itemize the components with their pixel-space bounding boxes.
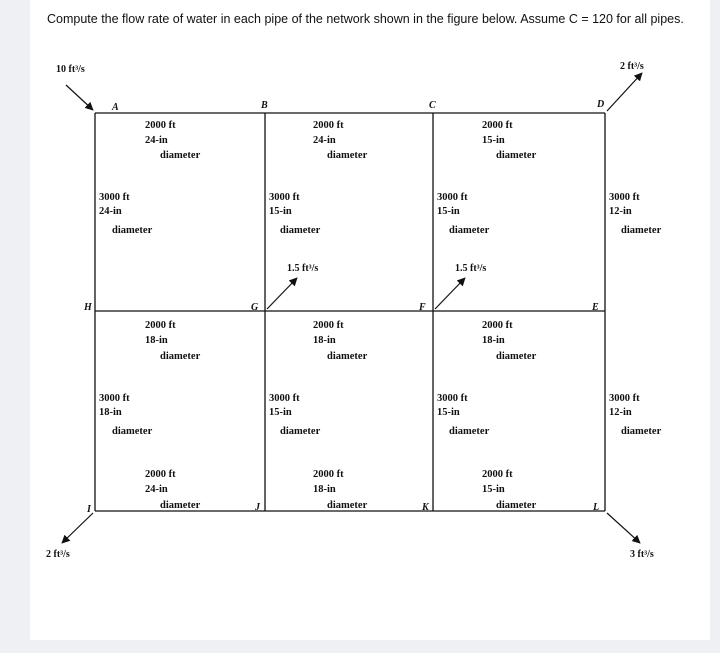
- svg-text:3000 ft: 3000 ft: [99, 393, 130, 404]
- svg-text:diameter: diameter: [449, 426, 490, 437]
- svg-text:3000 ft: 3000 ft: [609, 393, 640, 404]
- svg-text:diameter: diameter: [621, 225, 662, 236]
- svg-text:2000 ft: 2000 ft: [145, 469, 176, 480]
- node-label-F: F: [419, 302, 426, 313]
- svg-text:diameter: diameter: [160, 351, 201, 362]
- flow-label-D: 2 ft³/s: [620, 61, 644, 72]
- svg-text:diameter: diameter: [327, 150, 368, 161]
- svg-text:24-in: 24-in: [145, 484, 168, 495]
- pipe-label-EL: [609, 393, 662, 437]
- node-label-E: E: [592, 302, 599, 313]
- node-label-I: I: [87, 504, 91, 515]
- pipe-label-BG: [269, 192, 321, 236]
- pipe-label-HI: [99, 393, 153, 437]
- pipe-label-AH: [99, 192, 153, 236]
- svg-text:18-in: 18-in: [145, 335, 168, 346]
- node-label-G: G: [251, 302, 259, 313]
- pipe-label-BC: [313, 120, 368, 161]
- flow-label-A: 10 ft³/s: [56, 64, 85, 75]
- svg-text:diameter: diameter: [112, 426, 153, 437]
- problem-statement: Compute the flow rate of water in each pipe of the network shown in the figure below. Assume C = 120 for all pipes.: [47, 12, 684, 26]
- pipe-label-HG: [145, 320, 201, 362]
- svg-text:15-in: 15-in: [269, 407, 292, 418]
- node-label-D: D: [597, 99, 605, 110]
- pipe-label-GJ: [269, 393, 321, 437]
- pipe-label-CD: [482, 120, 537, 161]
- svg-text:3000 ft: 3000 ft: [609, 192, 640, 203]
- svg-text:18-in: 18-in: [313, 335, 336, 346]
- pipe-label-IJ: [145, 469, 201, 511]
- svg-text:diameter: diameter: [280, 426, 321, 437]
- node-label-H: H: [84, 302, 92, 313]
- outflow-arrow-F: [435, 278, 465, 309]
- svg-text:2000 ft: 2000 ft: [482, 320, 513, 331]
- node-label-B: B: [261, 100, 268, 111]
- svg-text:3000 ft: 3000 ft: [437, 393, 468, 404]
- outflow-arrow-L: [607, 513, 640, 543]
- svg-text:2000 ft: 2000 ft: [482, 469, 513, 480]
- svg-text:2000 ft: 2000 ft: [313, 120, 344, 131]
- pipe-label-FE: [482, 320, 537, 362]
- pipe-label-DE: [609, 192, 662, 236]
- svg-text:2000 ft: 2000 ft: [313, 320, 344, 331]
- pipe-label-CF: [437, 192, 490, 236]
- svg-text:diameter: diameter: [327, 351, 368, 362]
- svg-text:3000 ft: 3000 ft: [269, 192, 300, 203]
- node-label-K: K: [422, 502, 429, 513]
- svg-text:2000 ft: 2000 ft: [145, 120, 176, 131]
- flow-label-I: 2 ft³/s: [46, 549, 70, 560]
- svg-text:15-in: 15-in: [482, 135, 505, 146]
- svg-text:24-in: 24-in: [99, 206, 122, 217]
- pipe-label-FK: [437, 393, 490, 437]
- svg-text:12-in: 12-in: [609, 206, 632, 217]
- svg-text:diameter: diameter: [160, 500, 201, 511]
- svg-text:18-in: 18-in: [482, 335, 505, 346]
- svg-text:24-in: 24-in: [313, 135, 336, 146]
- flow-label-G: 1.5 ft³/s: [287, 263, 319, 274]
- svg-text:diameter: diameter: [449, 225, 490, 236]
- pipe-label-AB: [145, 120, 201, 161]
- pipe-lines: [95, 113, 605, 511]
- node-label-L: L: [593, 502, 600, 513]
- outflow-arrow-G: [267, 278, 297, 309]
- svg-text:18-in: 18-in: [313, 484, 336, 495]
- svg-text:12-in: 12-in: [609, 407, 632, 418]
- node-label-C: C: [429, 100, 436, 111]
- svg-text:diameter: diameter: [280, 225, 321, 236]
- svg-text:diameter: diameter: [621, 426, 662, 437]
- pipe-label-JK: [313, 469, 368, 511]
- svg-text:2000 ft: 2000 ft: [145, 320, 176, 331]
- svg-text:diameter: diameter: [112, 225, 153, 236]
- inflow-arrow-A: [66, 85, 93, 110]
- flow-label-F: 1.5 ft³/s: [455, 263, 487, 274]
- svg-text:3000 ft: 3000 ft: [269, 393, 300, 404]
- svg-text:24-in: 24-in: [145, 135, 168, 146]
- svg-text:15-in: 15-in: [482, 484, 505, 495]
- pipe-label-KL: [482, 469, 537, 511]
- outflow-arrow-D: [607, 73, 642, 111]
- svg-text:diameter: diameter: [327, 500, 368, 511]
- svg-text:diameter: diameter: [496, 500, 537, 511]
- svg-text:3000 ft: 3000 ft: [99, 192, 130, 203]
- svg-text:2000 ft: 2000 ft: [313, 469, 344, 480]
- flow-label-L: 3 ft³/s: [630, 549, 654, 560]
- svg-text:18-in: 18-in: [99, 407, 122, 418]
- svg-text:diameter: diameter: [496, 351, 537, 362]
- outflow-arrow-I: [62, 513, 93, 543]
- svg-text:2000 ft: 2000 ft: [482, 120, 513, 131]
- svg-text:diameter: diameter: [496, 150, 537, 161]
- node-label-A: A: [112, 102, 119, 113]
- svg-text:3000 ft: 3000 ft: [437, 192, 468, 203]
- svg-text:15-in: 15-in: [437, 407, 460, 418]
- svg-text:15-in: 15-in: [437, 206, 460, 217]
- pipe-label-GF: [313, 320, 368, 362]
- svg-text:diameter: diameter: [160, 150, 201, 161]
- svg-text:15-in: 15-in: [269, 206, 292, 217]
- node-label-J: J: [255, 502, 260, 513]
